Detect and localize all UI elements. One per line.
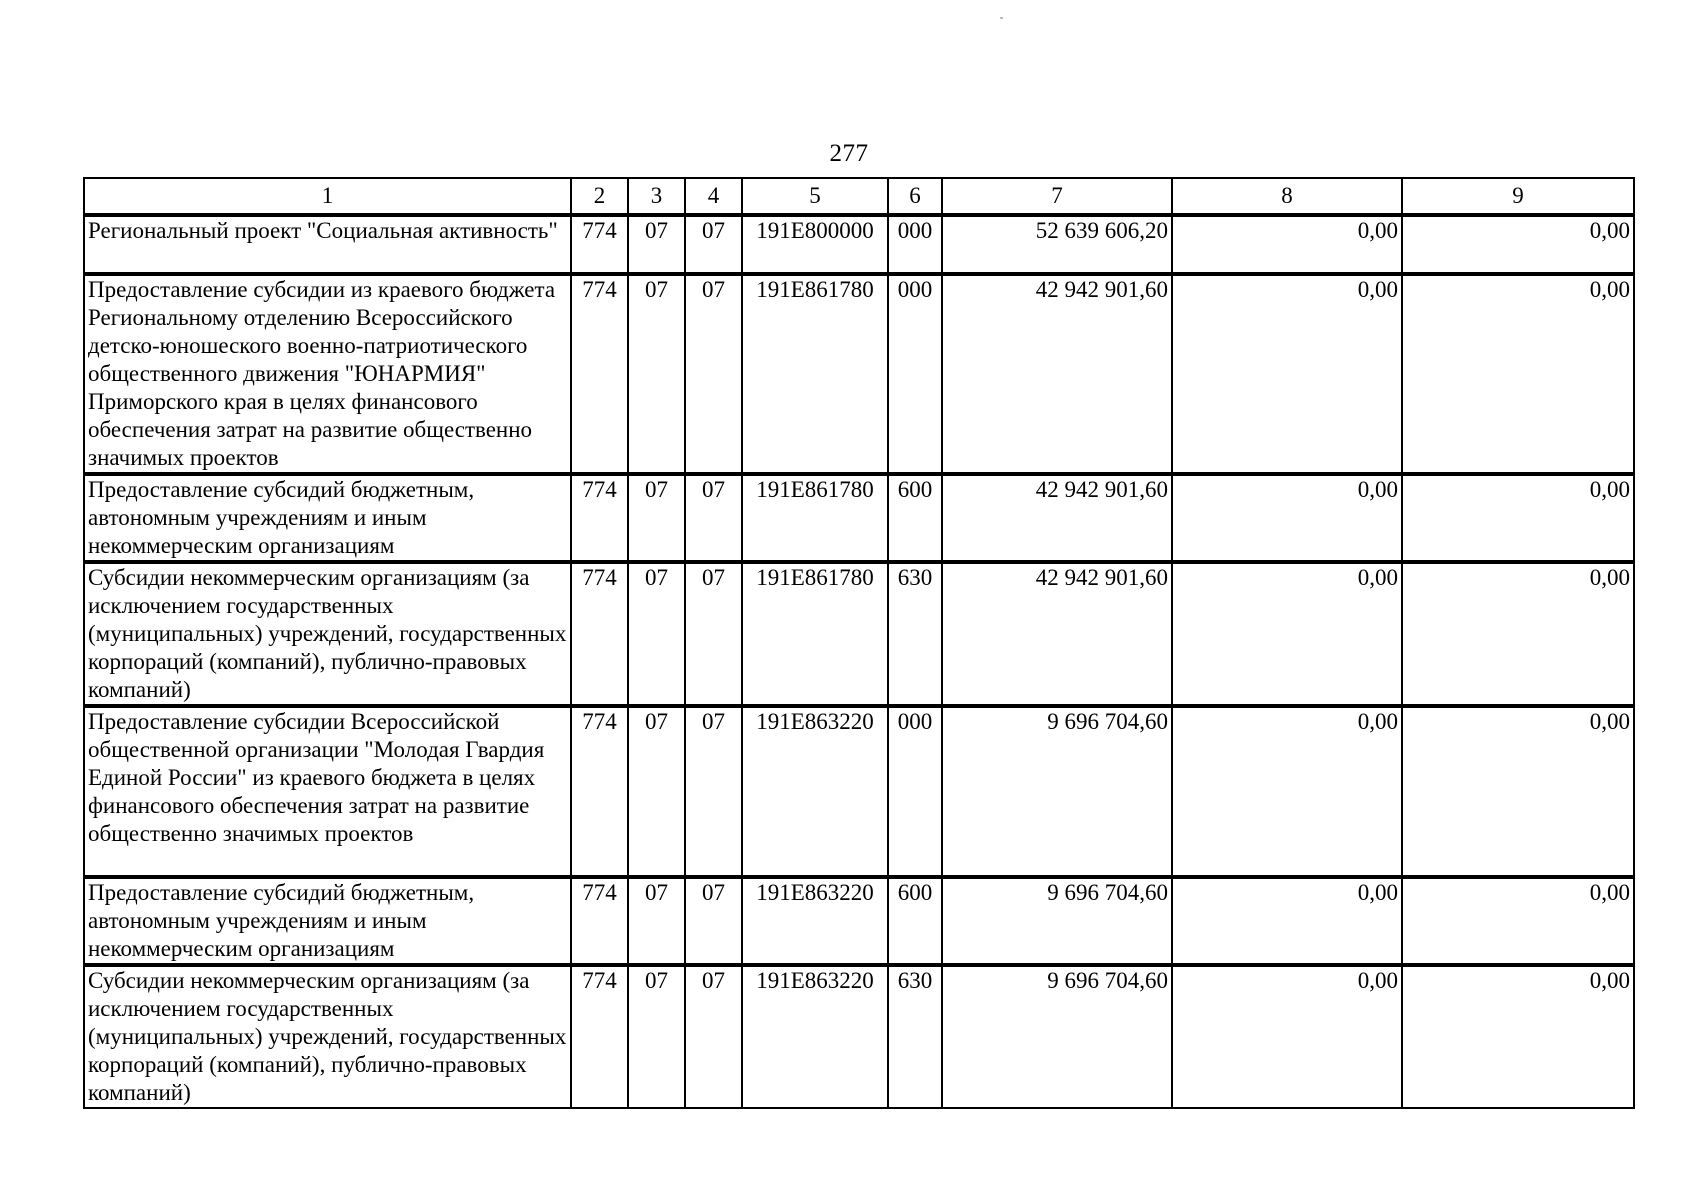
row-razdel: 07 <box>628 274 685 474</box>
row-sum-7: 9 696 704,60 <box>942 706 1172 877</box>
row-sum-9: 0,00 <box>1402 877 1634 965</box>
column-header: 5 <box>742 178 888 215</box>
row-sum-7: 52 639 606,20 <box>942 215 1172 274</box>
row-name: Предоставление субсидии из краевого бюджета Региональному отделению Всероссийского детско-юношеского военно-патриотического общественного движения "ЮНАРМИЯ" Приморского края в целях финансового обеспечения затрат на развитие общественно значимых проектов <box>84 274 571 474</box>
row-grbs: 774 <box>571 965 628 1108</box>
row-grbs: 774 <box>571 877 628 965</box>
row-podrazdel: 07 <box>685 562 742 706</box>
row-sum-9: 0,00 <box>1402 706 1634 877</box>
row-sum-8: 0,00 <box>1172 562 1402 706</box>
row-csr: 191E861780 <box>742 274 888 474</box>
column-header: 6 <box>888 178 942 215</box>
row-grbs: 774 <box>571 706 628 877</box>
row-sum-8: 0,00 <box>1172 474 1402 562</box>
row-vr: 630 <box>888 965 942 1108</box>
header-row <box>84 178 1634 215</box>
table-row <box>84 706 1634 877</box>
row-csr: 191E863220 <box>742 965 888 1108</box>
row-vr: 600 <box>888 877 942 965</box>
row-podrazdel: 07 <box>685 274 742 474</box>
row-name: Субсидии некоммерческим организациям (за исключением государственных (муниципальных) учреждений, государственных корпораций (компаний), публично-правовых компаний) <box>84 562 571 706</box>
row-sum-7: 42 942 901,60 <box>942 474 1172 562</box>
row-sum-8: 0,00 <box>1172 877 1402 965</box>
row-grbs: 774 <box>571 562 628 706</box>
row-razdel: 07 <box>628 877 685 965</box>
column-header: 2 <box>571 178 628 215</box>
row-sum-9: 0,00 <box>1402 562 1634 706</box>
row-podrazdel: 07 <box>685 474 742 562</box>
row-vr: 000 <box>888 215 942 274</box>
row-grbs: 774 <box>571 474 628 562</box>
column-header: 8 <box>1172 178 1402 215</box>
row-vr: 000 <box>888 274 942 474</box>
row-sum-7: 42 942 901,60 <box>942 562 1172 706</box>
table-row <box>84 877 1634 965</box>
row-grbs: 774 <box>571 274 628 474</box>
row-csr: 191E861780 <box>742 474 888 562</box>
row-sum-8: 0,00 <box>1172 706 1402 877</box>
column-header: 1 <box>84 178 571 215</box>
row-csr: 191E800000 <box>742 215 888 274</box>
row-sum-7: 42 942 901,60 <box>942 274 1172 474</box>
column-header: 7 <box>942 178 1172 215</box>
column-header: 9 <box>1402 178 1634 215</box>
table-header <box>84 178 1634 215</box>
budget-table <box>83 177 1635 1109</box>
column-header: 4 <box>685 178 742 215</box>
row-sum-8: 0,00 <box>1172 215 1402 274</box>
row-vr: 000 <box>888 706 942 877</box>
row-podrazdel: 07 <box>685 706 742 877</box>
row-razdel: 07 <box>628 965 685 1108</box>
row-name: Предоставление субсидии Всероссийской общественной организации "Молодая Гвардия Единой России" из краевого бюджета в целях финансового обеспечения затрат на развитие общественно значимых проектов <box>84 706 571 877</box>
row-sum-7: 9 696 704,60 <box>942 965 1172 1108</box>
row-csr: 191E861780 <box>742 562 888 706</box>
row-vr: 630 <box>888 562 942 706</box>
row-sum-8: 0,00 <box>1172 965 1402 1108</box>
table-row <box>84 274 1634 474</box>
table-row <box>84 474 1634 562</box>
row-name: Региональный проект "Социальная активность" <box>84 215 571 274</box>
row-podrazdel: 07 <box>685 215 742 274</box>
row-razdel: 07 <box>628 215 685 274</box>
row-sum-7: 9 696 704,60 <box>942 877 1172 965</box>
row-grbs: 774 <box>571 215 628 274</box>
row-sum-9: 0,00 <box>1402 474 1634 562</box>
row-vr: 600 <box>888 474 942 562</box>
table-body <box>84 215 1634 1108</box>
row-podrazdel: 07 <box>685 877 742 965</box>
row-sum-9: 0,00 <box>1402 215 1634 274</box>
row-name: Предоставление субсидий бюджетным, автономным учреждениям и иным некоммерческим организациям <box>84 877 571 965</box>
row-sum-9: 0,00 <box>1402 274 1634 474</box>
row-name: Предоставление субсидий бюджетным, автономным учреждениям и иным некоммерческим организациям <box>84 474 571 562</box>
row-razdel: 07 <box>628 474 685 562</box>
row-podrazdel: 07 <box>685 965 742 1108</box>
row-sum-9: 0,00 <box>1402 965 1634 1108</box>
table-row <box>84 562 1634 706</box>
row-sum-8: 0,00 <box>1172 274 1402 474</box>
scan-speck <box>1000 17 1003 19</box>
row-razdel: 07 <box>628 706 685 877</box>
row-name: Субсидии некоммерческим организациям (за исключением государственных (муниципальных) учреждений, государственных корпораций (компаний), публично-правовых компаний) <box>84 965 571 1108</box>
table-row <box>84 215 1634 274</box>
row-razdel: 07 <box>628 562 685 706</box>
row-csr: 191E863220 <box>742 706 888 877</box>
page-number: 277 <box>829 140 869 167</box>
column-header: 3 <box>628 178 685 215</box>
table-row <box>84 965 1634 1108</box>
row-csr: 191E863220 <box>742 877 888 965</box>
